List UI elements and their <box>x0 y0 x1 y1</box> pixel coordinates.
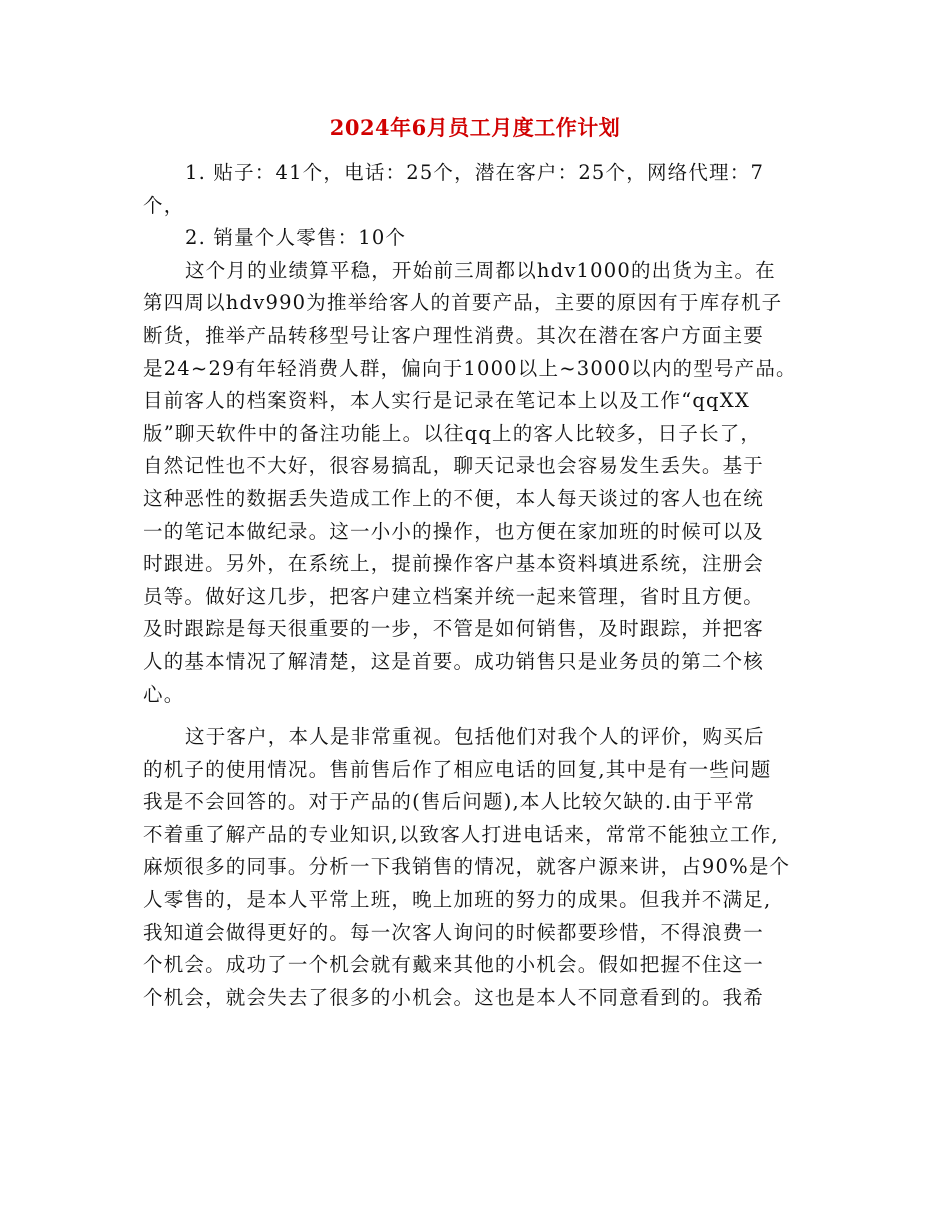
text-line-para2-7: 我知道会做得更好的。每一次客人询问的时候都要珍惜，不得浪费一 <box>143 920 765 944</box>
text-line-para2-2: 的机子的使用情况。售前售后作了相应电话的回复,其中是有一些问题 <box>143 757 772 781</box>
text-line-para2-9: 个机会，就会失去了很多的小机会。这也是本人不同意看到的。我希 <box>143 985 765 1009</box>
text-line-para1-7: 自然记性也不大好，很容易搞乱，聊天记录也会容易发生丢失。基于 <box>143 454 765 478</box>
text-line-item-1: 1. 贴子：41个，电话：25个，潜在客户：25个，网络代理：7 <box>185 161 765 184</box>
text-line-para1-8: 这种恶性的数据丢失造成工作上的不便，本人每天谈过的客人也在统 <box>143 486 765 510</box>
document-title: 2024年6月员工月度工作计划 <box>329 115 621 140</box>
text-line-para1-10: 时跟进。另外，在系统上，提前操作客户基本资料填进系统，注册会 <box>143 552 765 576</box>
text-line-para2-5: 麻烦很多的同事。分析一下我销售的情况，就客户源来讲，占90%是个 <box>143 855 791 879</box>
document-body <box>143 157 807 1014</box>
text-line-para1-2: 第四周以hdv990为推举给客人的首要产品，主要的原因有于库存机子 <box>143 291 783 315</box>
text-line-para1-9: 一的笔记本做纪录。这一小小的操作，也方便在家加班的时候可以及 <box>143 519 765 543</box>
paragraph-gap <box>143 711 807 721</box>
text-line-para2-4: 不着重了解产品的专业知识,以致客人打进电话来，常常不能独立工作, <box>143 822 779 846</box>
text-line-item-1-continued: 个， <box>143 193 185 217</box>
text-line-para1-5: 目前客人的档案资料，本人实行是记录在笔记本上以及工作“qqXX <box>143 389 750 413</box>
text-line-para1-4: 是24~29有年轻消费人群，偏向于1000以上~3000以内的型号产品。 <box>143 356 797 380</box>
text-line-para1-1: 这个月的业绩算平稳，开始前三周都以hdv1000的出货为主。在 <box>185 258 776 282</box>
text-line-para2-6: 人零售的，是本人平常上班，晚上加班的努力的成果。但我并不满足, <box>143 888 772 912</box>
text-line-item-2: 2. 销量个人零售：10个 <box>185 226 407 250</box>
text-line-para1-13: 人的基本情况了解清楚，这是首要。成功销售只是业务员的第二个核 <box>143 649 765 673</box>
text-line-para1-14: 心。 <box>143 682 185 706</box>
text-line-para1-12: 及时跟踪是每天很重要的一步，不管是如何销售，及时跟踪，并把客 <box>143 617 765 641</box>
text-line-para1-11: 员等。做好这几步，把客户建立档案并统一起来管理，省时且方便。 <box>143 584 765 608</box>
text-line-para2-3: 我是不会回答的。对于产品的(售后问题),本人比较欠缺的.由于平常 <box>143 790 756 814</box>
text-line-para2-1: 这于客户，本人是非常重视。包括他们对我个人的评价，购买后 <box>185 725 765 749</box>
text-line-para1-6: 版”聊天软件中的备注功能上。以往qq上的客人比较多，日子长了， <box>143 421 762 445</box>
text-line-para2-8: 个机会。成功了一个机会就有戴来其他的小机会。假如把握不住这一 <box>143 953 765 977</box>
text-line-para1-3: 断货，推举产品转移型号让客户理性消费。其次在潜在客户方面主要 <box>143 323 765 347</box>
